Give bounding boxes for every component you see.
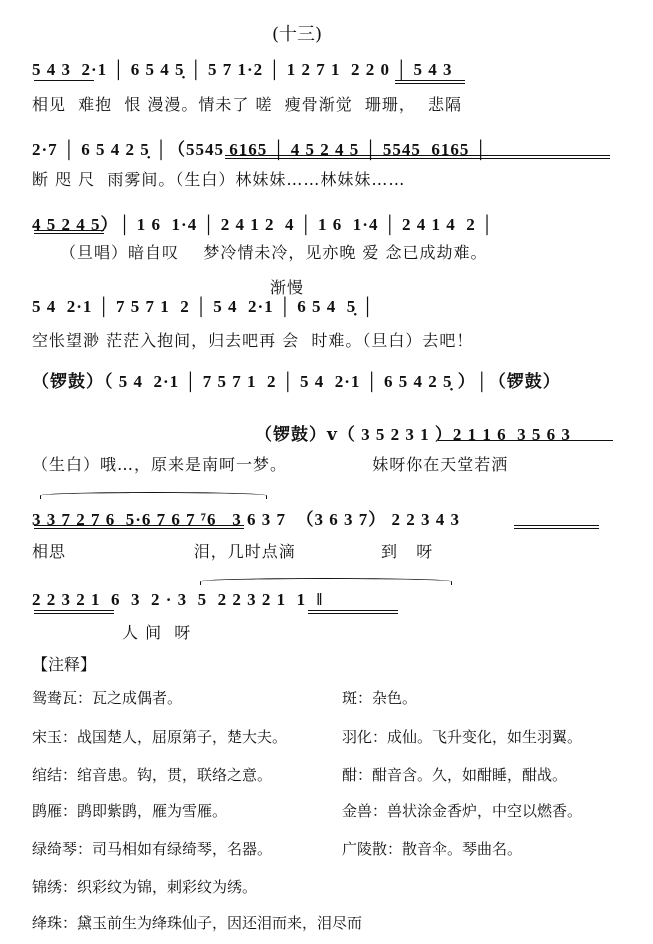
score-line-3: 4 5 2 4 5）│ 1 6 1·4 │ 2 4 1 2 4 │ 1 6 1·4 │ 2 4 1 4 2 │ bbox=[32, 215, 495, 234]
lyric-line-7: 相思 泪，几时点滴 到 呀 bbox=[32, 542, 434, 561]
tempo-mark: 渐慢 bbox=[270, 278, 305, 297]
annotation-item: 羽化：成仙。飞升变化，如生羽翼。 bbox=[342, 728, 583, 746]
lyric-line-6: （生白）哦…，原来是南呵一梦。 妹呀你在天堂若洒 bbox=[32, 455, 509, 474]
score-line-6: （锣鼓）ⅴ（ 3 5 2 3 1 ）2 1 1 6 3 5 6 3 bbox=[255, 425, 571, 444]
score-line-5: （锣鼓）（ 5 4 2·1 │ 7 5 7 1 2 │ 5 4 2·1 │ 6 5 4 2 5̣ ）│（锣鼓） bbox=[32, 372, 561, 391]
score-line-4: 5 4 2·1 │ 7 5 7 1 2 │ 5 4 2·1 │ 6 5 4 5̣ │ bbox=[32, 297, 375, 316]
annotation-item: 金兽：兽状涂金香炉，中空以燃香。 bbox=[342, 802, 583, 820]
annotation-item: 斑：杂色。 bbox=[342, 689, 418, 707]
score-line-2: 2·7 │ 6 5 4 2 5̣ │（5545 6165 │ 4 5 2 4 5 │ 5545 6165 │ bbox=[32, 140, 488, 159]
annotation-item: 鹍雁：鹍即紫鹍，雁为雪雁。 bbox=[32, 802, 228, 820]
lyric-line-1: 相见 难抱 恨 漫漫。情未了 嗟 瘦骨渐觉 珊珊， 悲隔 bbox=[32, 95, 463, 114]
annotation-item: 绿绮琴：司马相如有绿绮琴，名器。 bbox=[32, 840, 273, 858]
lyric-line-4: 空怅望渺 茫茫入抱间，归去吧再 会 时难。（旦白）去吧！ bbox=[32, 331, 474, 350]
score-line-1: 5 4 3 2·1 │ 6 5 4 5̣ │ 5 7 1·2 │ 1 2 7 1 2 2 0 │ 5 4 3 bbox=[32, 60, 453, 79]
annotation-item: 宋玉：战国楚人，屈原第子，楚大夫。 bbox=[32, 728, 288, 746]
annotation-item: 酣：酣音含。久，如酣睡，酣战。 bbox=[342, 766, 568, 784]
annotations-heading: 【注释】 bbox=[32, 655, 97, 674]
lyric-line-2: 断 咫 尺 雨雾间。（生白）林妹妹……林妹妹…… bbox=[32, 170, 406, 189]
annotation-item: 广陵散：散音伞。琴曲名。 bbox=[342, 840, 523, 858]
lyric-line-8: 人 间 呀 bbox=[122, 623, 192, 642]
score-line-8: 2 2 3 2 1 6 3 2 · 3 5 2 2 3 2 1 1 ‖ bbox=[32, 590, 324, 609]
annotation-item: 绛珠：黛玉前生为绛珠仙子，因还泪而来，泪尽而 bbox=[32, 914, 363, 932]
score-line-7: 3 3 7 2 7 6 5·6 7 6 7 ⁷6 3 6 3 7 （3 6 3 7） 2 2 3 4 3 bbox=[32, 510, 461, 529]
annotation-item: 锦绣：织彩纹为锦，刺彩纹为绣。 bbox=[32, 878, 258, 896]
annotation-item: 绾结：绾音患。钩，贯，联络之意。 bbox=[32, 766, 273, 784]
section-title: (十三) bbox=[272, 24, 323, 45]
annotation-item: 鸳鸯瓦：瓦之成偶者。 bbox=[32, 689, 183, 707]
lyric-line-3: （旦唱）暗自叹 梦冷情未冷，见亦晚 爱 念已成劫难。 bbox=[60, 243, 488, 262]
